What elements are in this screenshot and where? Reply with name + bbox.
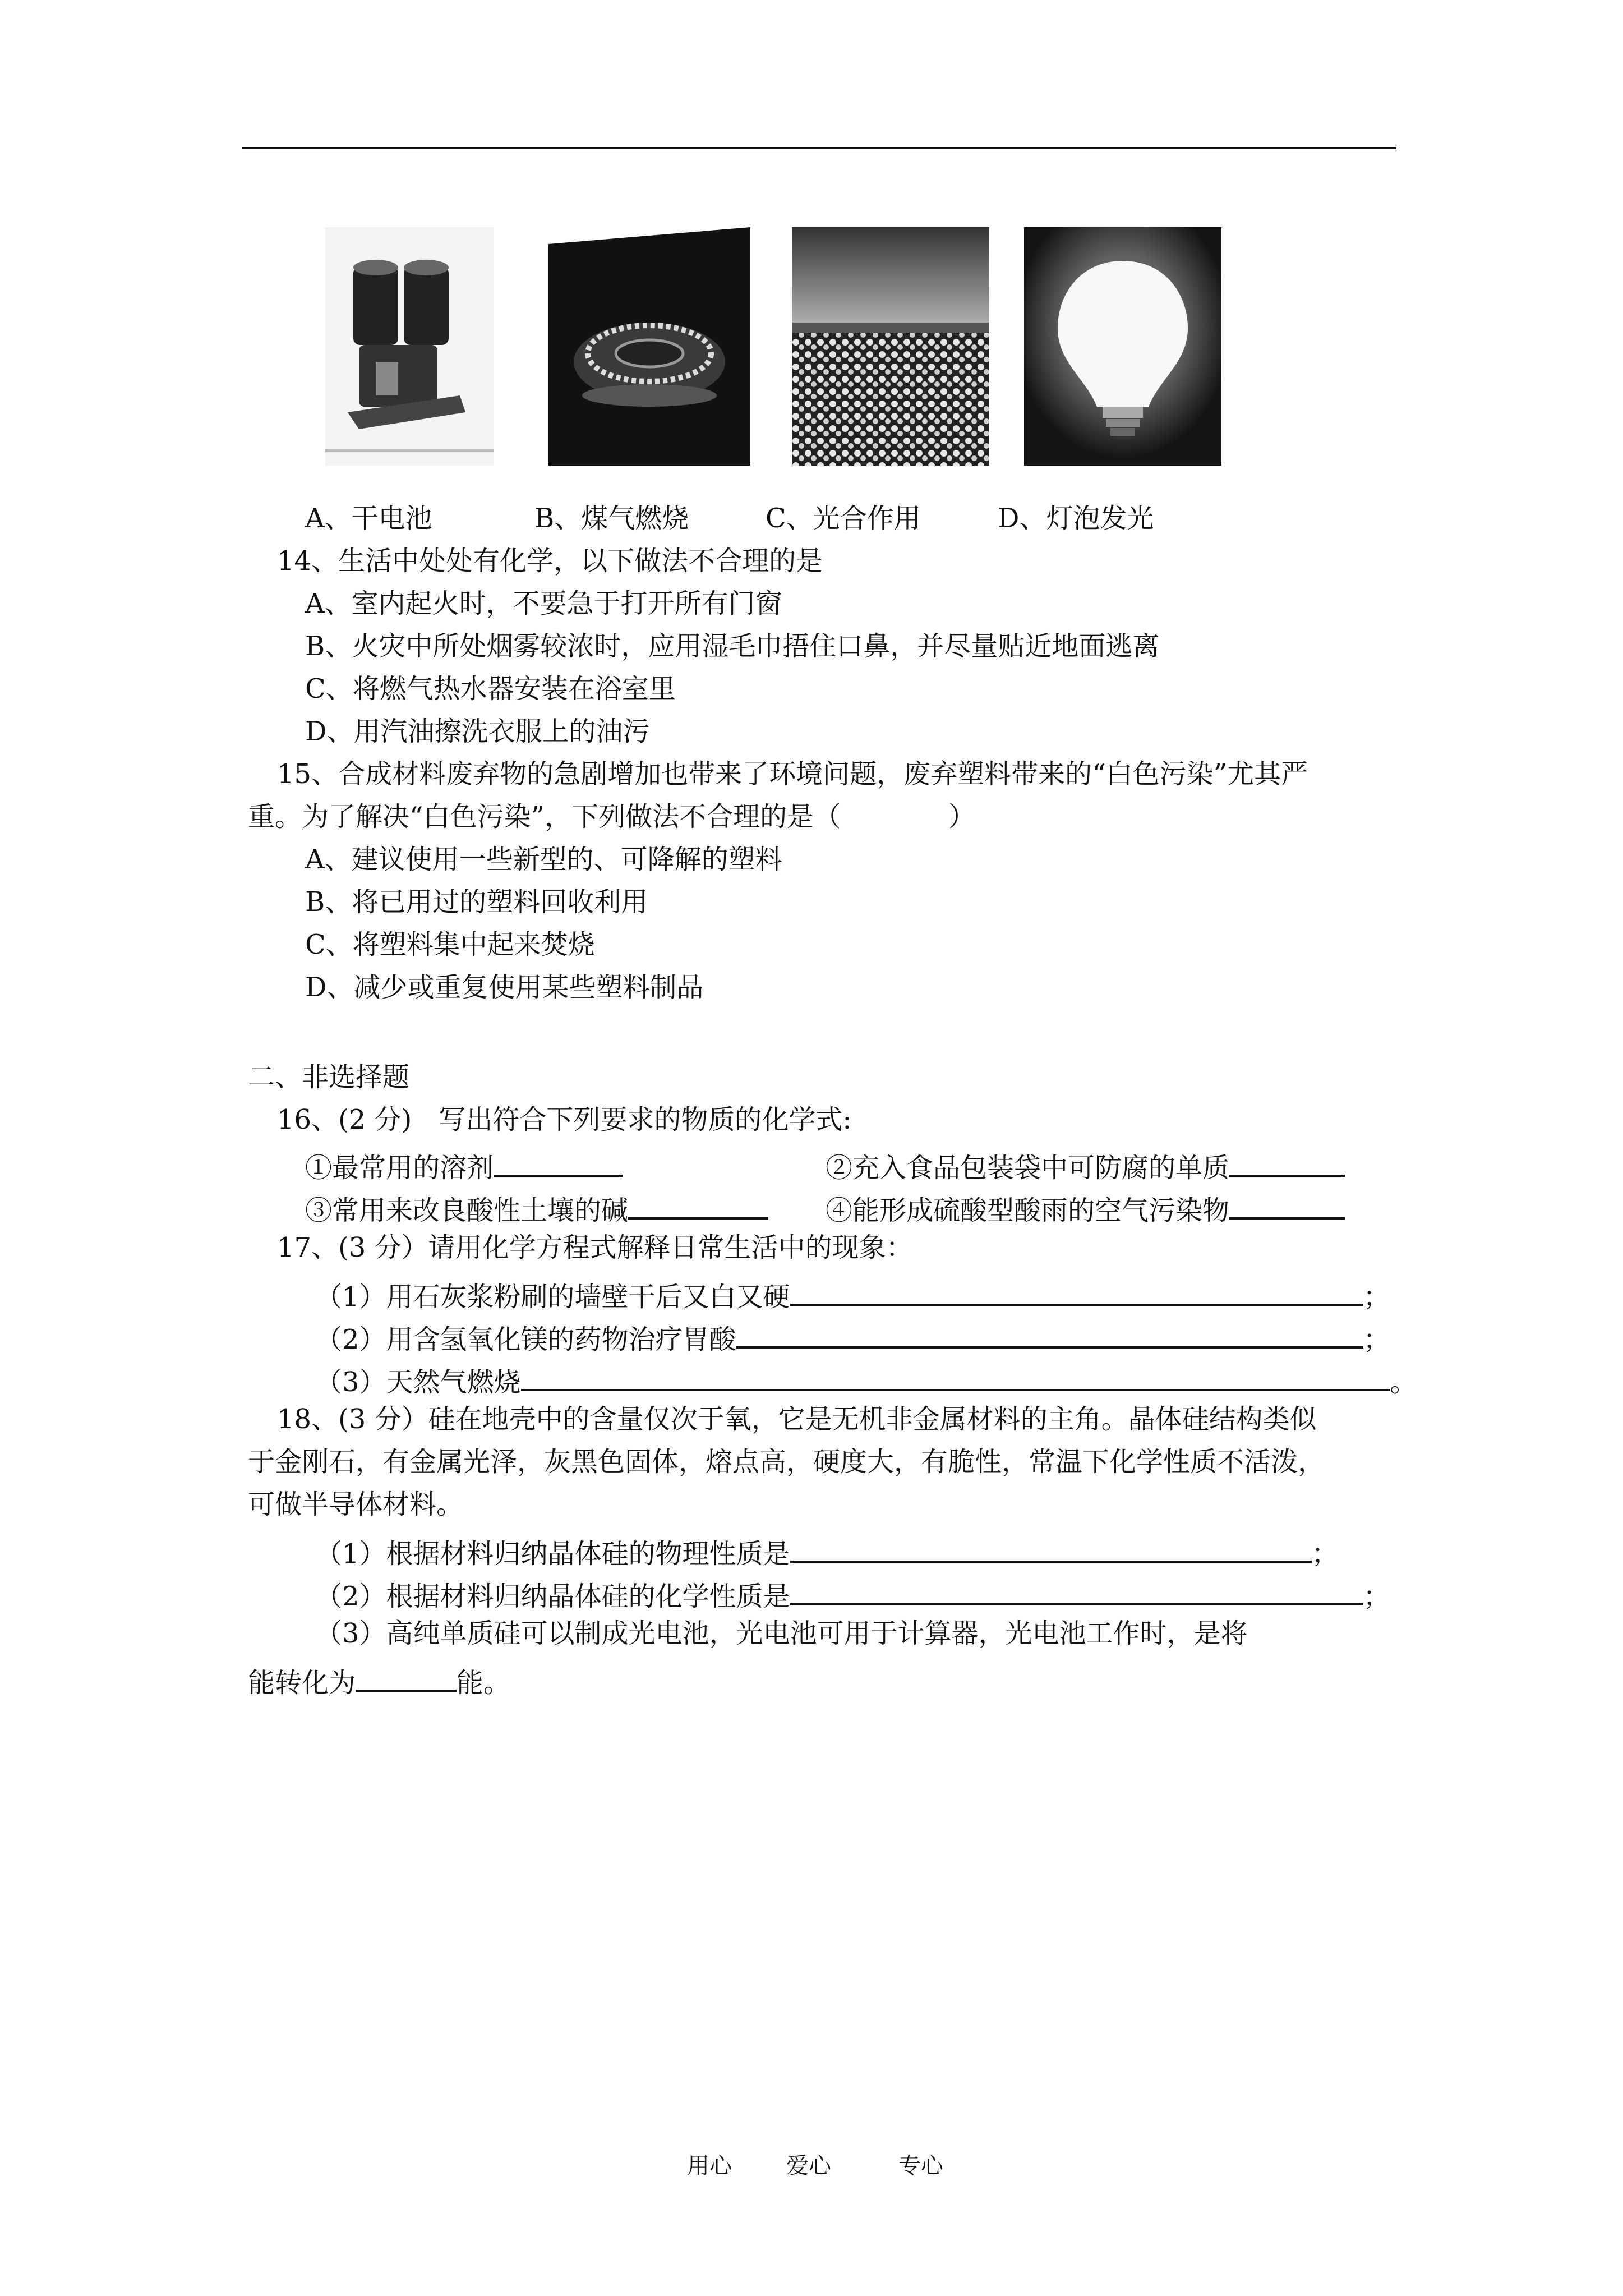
q17-item3-end: 。 [1390, 1366, 1417, 1398]
q18-item3-blank[interactable] [356, 1660, 457, 1692]
q13-option-b: B、煤气燃烧 [534, 503, 689, 534]
field-photo-icon [792, 227, 989, 466]
q17-item2-end: ； [1363, 1324, 1390, 1355]
q16-item3-blank[interactable] [628, 1188, 768, 1220]
q18-item3-line2 [248, 1660, 510, 1700]
q14-option-d: D、用汽油擦洗衣服上的油污 [305, 716, 650, 747]
q15-stem-line2: 重。为了解决“白色污染”，下列做法不合理的是（ ） [248, 801, 976, 832]
q18-item3-line1: （3）高纯单质硅可以制成光电池，光电池可用于计算器，光电池工作时，是将 [315, 1618, 1248, 1649]
q18-item1-end: ； [1311, 1538, 1339, 1570]
q15-option-c: C、将塑料集中起来焚烧 [305, 929, 595, 960]
q16-row2 [305, 1188, 768, 1227]
q13-option-d: D、灯泡发光 [998, 503, 1154, 534]
q18-item2-end: ； [1363, 1581, 1390, 1612]
q14-option-c: C、将燃气热水器安装在浴室里 [305, 673, 676, 705]
q17-row1 [315, 1274, 1390, 1314]
q17-item1-blank[interactable] [790, 1274, 1363, 1306]
q18-item1-label: （1）根据材料归纳晶体硅的物理性质是 [315, 1538, 790, 1570]
q16-item1-label: ①最常用的溶剂 [305, 1152, 494, 1184]
q16-item3-label: ③常用来改良酸性土壤的碱 [305, 1195, 629, 1226]
gas-burner-icon [548, 227, 750, 466]
q16-item4-blank[interactable] [1229, 1188, 1345, 1220]
q16-item2-label: ②充入食品包装袋中可防腐的单质 [826, 1152, 1230, 1184]
q17-stem: 17、(3 分）请用化学方程式解释日常生活中的现象： [277, 1232, 913, 1263]
q16-item1-blank[interactable] [494, 1145, 623, 1177]
light-bulb-icon [1024, 227, 1221, 466]
q14-option-b: B、火灾中所处烟雾较浓时，应用湿毛巾捂住口鼻，并尽量贴近地面逃离 [305, 631, 1160, 662]
q15-option-d: D、减少或重复使用某些塑料制品 [305, 972, 704, 1003]
q16-item4-label: ④能形成硫酸型酸雨的空气污染物 [826, 1195, 1230, 1226]
q17-row2 [315, 1317, 1390, 1356]
footer-word-1: 用心 [687, 2153, 732, 2179]
q18-row2 [315, 1574, 1390, 1613]
q13-option-a: A、干电池 [305, 503, 432, 534]
q17-item1-label: （1）用石灰浆粉刷的墙壁干后又白又硬 [315, 1281, 790, 1313]
q16-stem: 16、(2 分) 写出符合下列要求的物质的化学式: [277, 1104, 852, 1135]
q17-item2-blank[interactable] [736, 1317, 1363, 1349]
q15-stem-line1: 15、合成材料废弃物的急剧增加也带来了环境问题，废弃塑料带来的“白色污染”尤其严 [277, 758, 1308, 790]
q14-option-a: A、室内起火时，不要急于打开所有门窗 [305, 588, 782, 619]
battery-icon [325, 227, 494, 466]
header-rule [242, 147, 1396, 149]
q18-line1: 18、(3 分）硅在地壳中的含量仅次于氧，它是无机非金属材料的主角。晶体硅结构类似 [277, 1404, 1317, 1435]
q14-stem: 14、生活中处处有化学，以下做法不合理的是 [277, 545, 823, 577]
q18-item2-label: （2）根据材料归纳晶体硅的化学性质是 [315, 1581, 790, 1612]
q18-line2: 于金刚石，有金属光泽，灰黑色固体，熔点高，硬度大，有脆性，常温下化学性质不活泼， [248, 1446, 1325, 1478]
section-title: 二、非选择题 [248, 1061, 410, 1093]
q17-item2-label: （2）用含氢氧化镁的药物治疗胃酸 [315, 1324, 736, 1355]
q16-item2-blank[interactable] [1229, 1145, 1345, 1177]
q16-row1 [305, 1145, 623, 1185]
footer-word-2: 爱心 [786, 2153, 831, 2179]
footer-word-3: 专心 [898, 2153, 943, 2179]
q13-option-c: C、光合作用 [766, 503, 921, 534]
q17-item3-blank[interactable] [521, 1360, 1390, 1391]
q18-row1 [315, 1531, 1339, 1571]
q16-row1b [826, 1145, 1345, 1185]
q17-item3-label: （3）天然气燃烧 [315, 1366, 521, 1398]
q18-item3-cont-b: 能。 [457, 1667, 511, 1699]
q18-item1-blank[interactable] [790, 1531, 1312, 1563]
q17-row3 [315, 1360, 1417, 1399]
q15-option-a: A、建议使用一些新型的、可降解的塑料 [305, 844, 782, 875]
q15-option-b: B、将已用过的塑料回收利用 [305, 886, 648, 918]
q18-line3: 可做半导体材料。 [248, 1489, 464, 1520]
q17-item1-end: ； [1363, 1281, 1390, 1313]
q18-item2-blank[interactable] [790, 1574, 1363, 1605]
q18-item3-cont-a: 能转化为 [248, 1667, 356, 1699]
q16-row2b [826, 1188, 1345, 1227]
